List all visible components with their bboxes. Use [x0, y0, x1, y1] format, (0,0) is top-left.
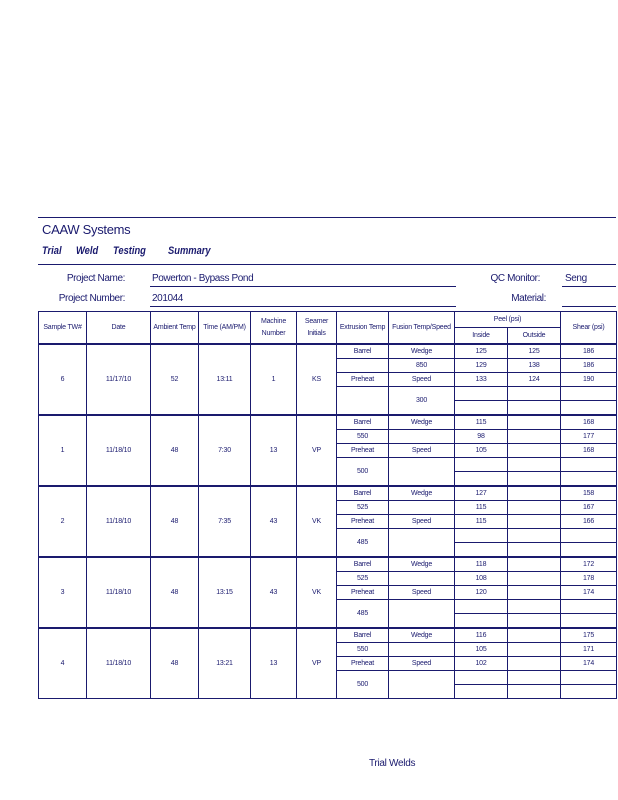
extrusion-cell: Preheat — [337, 444, 389, 458]
shear-cell — [561, 458, 617, 472]
table-row — [39, 344, 617, 359]
sample-cell: 3 — [39, 557, 87, 628]
peel-inside-cell — [455, 685, 508, 699]
peel-outside-cell — [508, 515, 561, 529]
peel-outside-cell: 124 — [508, 373, 561, 387]
qc-monitor-value: Seng — [565, 273, 587, 284]
shear-cell: 177 — [561, 430, 617, 444]
peel-inside-cell — [455, 614, 508, 629]
ambient-cell: 48 — [151, 486, 199, 557]
shear-cell — [561, 600, 617, 614]
shear-cell: 167 — [561, 501, 617, 515]
fusion-cell — [389, 501, 455, 515]
fusion-cell — [389, 458, 455, 487]
seamer-cell: VP — [297, 415, 337, 486]
peel-inside-cell: 108 — [455, 572, 508, 586]
seamer-cell: KS — [297, 344, 337, 415]
footer-sheet-name: Trial Welds — [369, 758, 416, 769]
extrusion-cell: Preheat — [337, 373, 389, 387]
machine-cell: 13 — [251, 415, 297, 486]
table-row — [39, 557, 617, 572]
time-cell: 7:30 — [199, 415, 251, 486]
fusion-cell: Speed — [389, 657, 455, 671]
subtitle-word: Summary — [168, 245, 211, 257]
material-label: Material: — [511, 293, 546, 304]
peel-inside-cell: 116 — [455, 628, 508, 643]
fusion-cell — [389, 529, 455, 558]
peel-outside-cell — [508, 685, 561, 699]
date-cell: 11/18/10 — [87, 557, 151, 628]
extrusion-cell: Preheat — [337, 657, 389, 671]
peel-inside-cell: 118 — [455, 557, 508, 572]
peel-outside-cell — [508, 458, 561, 472]
fusion-cell — [389, 643, 455, 657]
fusion-cell — [389, 572, 455, 586]
peel-inside-cell: 120 — [455, 586, 508, 600]
time-cell: 13:11 — [199, 344, 251, 415]
fusion-cell: Speed — [389, 444, 455, 458]
date-cell: 11/18/10 — [87, 415, 151, 486]
peel-outside-cell — [508, 543, 561, 558]
shear-cell — [561, 401, 617, 416]
extrusion-cell: Barrel — [337, 628, 389, 643]
peel-outside-cell — [508, 600, 561, 614]
ambient-cell: 52 — [151, 344, 199, 415]
seamer-cell: VK — [297, 486, 337, 557]
qc-monitor-underline — [562, 286, 616, 287]
machine-cell: 1 — [251, 344, 297, 415]
col-outside-header: Outside — [508, 328, 561, 345]
extrusion-cell: Barrel — [337, 486, 389, 501]
shear-cell — [561, 614, 617, 629]
shear-cell — [561, 543, 617, 558]
time-cell: 7:35 — [199, 486, 251, 557]
peel-inside-cell — [455, 529, 508, 543]
extrusion-cell: 550 — [337, 643, 389, 657]
shear-cell: 175 — [561, 628, 617, 643]
col-shear-header: Shear (psi) — [561, 312, 617, 345]
fusion-cell: Speed — [389, 586, 455, 600]
extrusion-cell: 500 — [337, 671, 389, 699]
col-peel-header: Peel (psi) — [455, 312, 561, 328]
shear-cell: 172 — [561, 557, 617, 572]
fusion-cell: Speed — [389, 515, 455, 529]
peel-outside-cell — [508, 643, 561, 657]
extrusion-cell: 485 — [337, 529, 389, 558]
peel-inside-cell — [455, 543, 508, 558]
seamer-cell: VP — [297, 628, 337, 699]
qc-monitor-label: QC Monitor: — [490, 273, 540, 284]
shear-cell: 168 — [561, 444, 617, 458]
extrusion-cell: 525 — [337, 572, 389, 586]
shear-cell — [561, 685, 617, 699]
date-cell: 11/18/10 — [87, 486, 151, 557]
project-number-value: 201044 — [152, 293, 183, 304]
date-cell: 11/17/10 — [87, 344, 151, 415]
shear-cell: 190 — [561, 373, 617, 387]
peel-inside-cell: 102 — [455, 657, 508, 671]
table-row — [39, 486, 617, 501]
peel-outside-cell — [508, 557, 561, 572]
machine-cell: 43 — [251, 486, 297, 557]
shear-cell: 174 — [561, 586, 617, 600]
extrusion-cell: 525 — [337, 501, 389, 515]
table-row — [39, 628, 617, 643]
peel-inside-cell: 115 — [455, 515, 508, 529]
fusion-cell: Speed — [389, 373, 455, 387]
peel-inside-cell: 105 — [455, 643, 508, 657]
sample-cell: 6 — [39, 344, 87, 415]
machine-cell: 13 — [251, 628, 297, 699]
subtitle-word: Testing — [113, 245, 146, 257]
col-inside-header: Inside — [455, 328, 508, 345]
peel-inside-cell — [455, 600, 508, 614]
extrusion-cell: 550 — [337, 430, 389, 444]
time-cell: 13:15 — [199, 557, 251, 628]
col-ambient-header: Ambient Temp — [151, 312, 199, 345]
company-name: CAAW Systems — [42, 222, 131, 237]
peel-inside-cell: 115 — [455, 415, 508, 430]
peel-inside-cell — [455, 401, 508, 416]
col-time-header: Time (AM/PM) — [199, 312, 251, 345]
sample-cell: 2 — [39, 486, 87, 557]
project-name-underline — [150, 286, 456, 287]
col-date-header: Date — [87, 312, 151, 345]
peel-outside-cell — [508, 614, 561, 629]
date-cell: 11/18/10 — [87, 628, 151, 699]
col-fusion-header: Fusion Temp/Speed — [389, 312, 455, 345]
peel-outside-cell — [508, 430, 561, 444]
fusion-cell: Wedge — [389, 628, 455, 643]
project-name-label: Project Name: — [66, 273, 125, 284]
project-name-value: Powerton - Bypass Pond — [152, 273, 254, 284]
shear-cell: 166 — [561, 515, 617, 529]
peel-inside-cell — [455, 458, 508, 472]
subtitle-word: Trial — [42, 245, 62, 257]
shear-cell: 168 — [561, 415, 617, 430]
col-extrusion-header: Extrusion Temp — [337, 312, 389, 345]
extrusion-cell — [337, 359, 389, 373]
shear-cell: 174 — [561, 657, 617, 671]
shear-cell — [561, 529, 617, 543]
peel-inside-cell: 127 — [455, 486, 508, 501]
fusion-cell: Wedge — [389, 415, 455, 430]
seamer-cell: VK — [297, 557, 337, 628]
sample-cell: 1 — [39, 415, 87, 486]
extrusion-cell: 500 — [337, 458, 389, 487]
shear-cell — [561, 472, 617, 487]
subtitle-word: Weld — [76, 245, 99, 257]
peel-outside-cell — [508, 444, 561, 458]
fusion-cell: Wedge — [389, 344, 455, 359]
ambient-cell: 48 — [151, 628, 199, 699]
peel-inside-cell: 125 — [455, 344, 508, 359]
peel-outside-cell — [508, 586, 561, 600]
peel-inside-cell: 98 — [455, 430, 508, 444]
extrusion-cell: Preheat — [337, 515, 389, 529]
extrusion-cell: Barrel — [337, 557, 389, 572]
extrusion-cell: Preheat — [337, 586, 389, 600]
peel-outside-cell — [508, 671, 561, 685]
peel-outside-cell — [508, 401, 561, 416]
peel-outside-cell — [508, 628, 561, 643]
fusion-cell — [389, 600, 455, 629]
peel-outside-cell — [508, 501, 561, 515]
peel-outside-cell — [508, 572, 561, 586]
peel-inside-cell: 133 — [455, 373, 508, 387]
fusion-cell: Wedge — [389, 486, 455, 501]
project-number-underline — [150, 306, 456, 307]
fusion-cell: 300 — [389, 387, 455, 416]
col-machine-header: Machine Number — [251, 312, 297, 345]
material-underline — [562, 306, 616, 307]
peel-outside-cell: 125 — [508, 344, 561, 359]
shear-cell: 171 — [561, 643, 617, 657]
ambient-cell: 48 — [151, 415, 199, 486]
project-number-label: Project Number: — [58, 293, 125, 304]
extrusion-cell: Barrel — [337, 344, 389, 359]
time-cell: 13:21 — [199, 628, 251, 699]
peel-outside-cell — [508, 529, 561, 543]
peel-inside-cell — [455, 671, 508, 685]
fusion-cell — [389, 430, 455, 444]
trial-weld-table — [38, 311, 617, 699]
peel-inside-cell: 129 — [455, 359, 508, 373]
ambient-cell: 48 — [151, 557, 199, 628]
fusion-cell: Wedge — [389, 557, 455, 572]
col-seamer-header: Seamer Initials — [297, 312, 337, 345]
extrusion-cell: Barrel — [337, 415, 389, 430]
project-rule — [38, 264, 616, 265]
col-sample-header: Sample TW# — [39, 312, 87, 345]
sample-cell: 4 — [39, 628, 87, 699]
shear-cell: 178 — [561, 572, 617, 586]
shear-cell: 186 — [561, 344, 617, 359]
peel-inside-cell: 115 — [455, 501, 508, 515]
peel-outside-cell — [508, 657, 561, 671]
peel-outside-cell — [508, 472, 561, 487]
peel-outside-cell — [508, 486, 561, 501]
shear-cell: 186 — [561, 359, 617, 373]
extrusion-cell: 485 — [337, 600, 389, 629]
peel-inside-cell: 105 — [455, 444, 508, 458]
fusion-cell: 850 — [389, 359, 455, 373]
peel-outside-cell — [508, 387, 561, 401]
header-rule — [38, 217, 616, 218]
shear-cell: 158 — [561, 486, 617, 501]
peel-inside-cell — [455, 387, 508, 401]
shear-cell — [561, 387, 617, 401]
shear-cell — [561, 671, 617, 685]
peel-outside-cell — [508, 415, 561, 430]
extrusion-cell — [337, 387, 389, 416]
machine-cell: 43 — [251, 557, 297, 628]
table-row — [39, 415, 617, 430]
fusion-cell — [389, 671, 455, 699]
peel-inside-cell — [455, 472, 508, 487]
peel-outside-cell: 138 — [508, 359, 561, 373]
